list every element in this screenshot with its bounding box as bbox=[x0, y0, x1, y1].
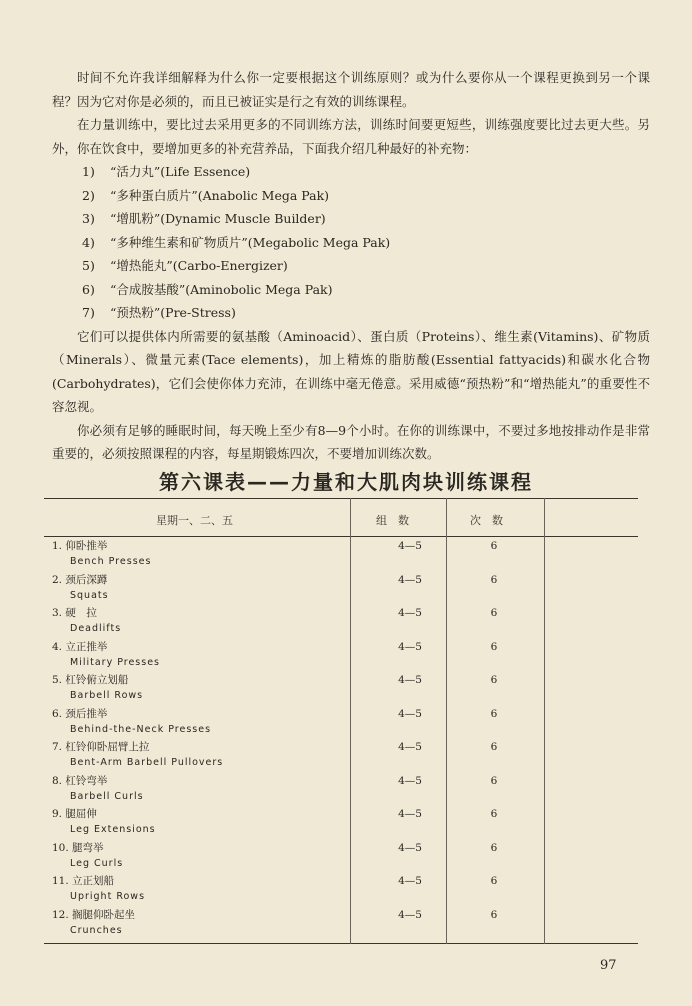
list-item-text: “多种维生素和矿物质片”(Megabolic Mega Pak) bbox=[110, 234, 391, 250]
reps-value: 6 bbox=[490, 908, 498, 921]
exercise-en: Crunches bbox=[70, 924, 123, 936]
reps-value: 6 bbox=[490, 573, 498, 586]
table-row bbox=[44, 639, 638, 672]
reps-value: 6 bbox=[490, 640, 498, 653]
table-row bbox=[44, 706, 638, 739]
list-item-number: 1) bbox=[82, 164, 95, 179]
list-item-number: 2) bbox=[82, 187, 95, 203]
list-item-text: “多种蛋白质片”(Anabolic Mega Pak) bbox=[110, 187, 330, 203]
list-item-text: “活力丸”(Life Essence) bbox=[110, 164, 251, 179]
sets-value: 4—5 bbox=[398, 841, 422, 854]
intro-paragraph-2: 在力量训练中，要比过去采用更多的不同训练方法，训练时间要更短些，训练强度要比过去更大些。另外，你在饮食中，要增加更多的补充营养品，下面我介绍几种最好的补充物： bbox=[52, 117, 650, 156]
sets-value: 4—5 bbox=[398, 908, 422, 921]
header-sets: 组 数 bbox=[376, 514, 409, 527]
table-row bbox=[44, 572, 638, 605]
exercise-cn: 3. 硬 拉 bbox=[52, 607, 97, 619]
table-row bbox=[44, 806, 638, 839]
list-item-number: 5) bbox=[82, 258, 95, 273]
sets-value: 4—5 bbox=[398, 573, 422, 586]
list-item bbox=[52, 254, 650, 278]
sets-value: 4—5 bbox=[398, 540, 422, 552]
outro-paragraph-1: 它们可以提供体内所需要的氨基酸（Aminoacid）、蛋白质（Proteins）、维生素(Vitamins)、矿物质（Minerals）、微量元素(Tace elements)，加上精炼的脂肪酸(Essential fattyacids)和碳水化合物(Carbohydrates)，它们会使你体力充沛，在训练中毫无倦意。采用威德“预热粉”和“增热能丸”的重要性不容忽视。 bbox=[52, 328, 650, 414]
page-number: 97 bbox=[600, 958, 617, 973]
exercise-cn: 7. 杠铃仰卧屈臂上拉 bbox=[52, 741, 150, 753]
header-rule bbox=[44, 536, 638, 537]
sets-value: 4—5 bbox=[398, 607, 422, 619]
reps-value: 6 bbox=[490, 674, 498, 686]
header-reps: 次 数 bbox=[470, 514, 503, 527]
exercise-cn: 5. 杠铃俯立划船 bbox=[52, 674, 129, 686]
list-item-text: “增肌粉”(Dynamic Muscle Builder) bbox=[110, 211, 326, 226]
table-row bbox=[44, 605, 638, 638]
reps-value: 6 bbox=[490, 774, 498, 787]
intro-paragraph-1: 时间不允许我详细解释为什么你一定要根据这个训练原则？或为什么要你从一个课程更换到另一个课程？因为它对你是必须的，而且已被证实是行之有效的训练课程。 bbox=[52, 70, 650, 109]
table-row bbox=[44, 538, 638, 571]
table-row bbox=[44, 907, 638, 940]
table-top-rule bbox=[44, 498, 638, 499]
exercise-cn: 9. 腿屈伸 bbox=[52, 808, 97, 820]
list-item-text: “增热能丸”(Carbo-Energizer) bbox=[110, 258, 288, 273]
reps-value: 6 bbox=[490, 607, 498, 619]
exercise-en: Barbell Rows bbox=[70, 690, 144, 701]
exercise-cn: 2. 颈后深蹲 bbox=[52, 573, 108, 586]
list-item bbox=[52, 207, 650, 231]
exercise-en: Barbell Curls bbox=[70, 790, 144, 802]
sets-value: 4—5 bbox=[398, 741, 422, 753]
list-item bbox=[52, 231, 650, 255]
list-item bbox=[52, 160, 650, 184]
reps-value: 6 bbox=[490, 841, 498, 854]
exercise-en: Military Presses bbox=[70, 656, 161, 668]
reps-value: 6 bbox=[490, 875, 498, 887]
list-item-text: “合成胺基酸”(Aminobolic Mega Pak) bbox=[110, 281, 333, 297]
list-item bbox=[52, 278, 650, 302]
list-item bbox=[52, 184, 650, 208]
table-row bbox=[44, 672, 638, 705]
reps-value: 6 bbox=[490, 707, 498, 720]
exercise-en: Leg Curls bbox=[70, 857, 124, 869]
reps-value: 6 bbox=[490, 808, 498, 820]
table-bottom-rule bbox=[44, 943, 638, 944]
exercise-cn: 4. 立正推举 bbox=[52, 640, 108, 653]
exercise-en: Leg Extensions bbox=[70, 824, 156, 835]
table-row bbox=[44, 873, 638, 906]
sets-value: 4—5 bbox=[398, 674, 422, 686]
outro-paragraph-2: 你必须有足够的睡眠时间，每天晚上至少有8—9个小时。在你的训练课中，不要过多地按排动作是非常重要的，必须按照课程的内容，每星期锻炼四次，不要增加训练次数。 bbox=[52, 422, 650, 461]
table-row bbox=[44, 773, 638, 806]
exercise-en: Bench Presses bbox=[70, 556, 152, 567]
supplement-list bbox=[52, 160, 650, 325]
exercise-en: Deadlifts bbox=[70, 623, 122, 634]
exercise-en: Upright Rows bbox=[70, 891, 146, 902]
sets-value: 4—5 bbox=[398, 640, 422, 653]
table-row bbox=[44, 739, 638, 772]
reps-value: 6 bbox=[490, 741, 498, 753]
exercise-cn: 8. 杠铃弯举 bbox=[52, 774, 108, 787]
sets-value: 4—5 bbox=[398, 707, 422, 720]
table-title: 第六课表——力量和大肌肉块训练课程 bbox=[159, 470, 533, 494]
exercise-en: Bent-Arm Barbell Pullovers bbox=[70, 757, 224, 768]
exercise-cn: 1. 仰卧推举 bbox=[52, 540, 108, 552]
list-item-number: 6) bbox=[82, 281, 95, 297]
exercise-cn: 10. 腿弯举 bbox=[52, 841, 104, 854]
exercise-cn: 6. 颈后推举 bbox=[52, 707, 108, 720]
list-item-number: 7) bbox=[82, 305, 95, 320]
list-item-number: 3) bbox=[82, 211, 95, 226]
list-item-number: 4) bbox=[82, 234, 95, 250]
body-text bbox=[52, 66, 650, 466]
exercise-en: Squats bbox=[70, 589, 109, 601]
header-day: 星期一、二、五 bbox=[156, 514, 233, 527]
exercise-en: Behind-the-Neck Presses bbox=[70, 723, 212, 735]
sets-value: 4—5 bbox=[398, 774, 422, 787]
workout-table bbox=[44, 498, 638, 944]
reps-value: 6 bbox=[490, 540, 498, 552]
sets-value: 4—5 bbox=[398, 875, 422, 887]
table-row bbox=[44, 840, 638, 873]
exercise-cn: 12. 搁腿仰卧起坐 bbox=[52, 908, 136, 921]
sets-value: 4—5 bbox=[398, 808, 422, 820]
exercise-cn: 11. 立正划船 bbox=[52, 875, 115, 887]
list-item-text: “预热粉”(Pre-Stress) bbox=[110, 305, 236, 320]
list-item bbox=[52, 301, 650, 325]
